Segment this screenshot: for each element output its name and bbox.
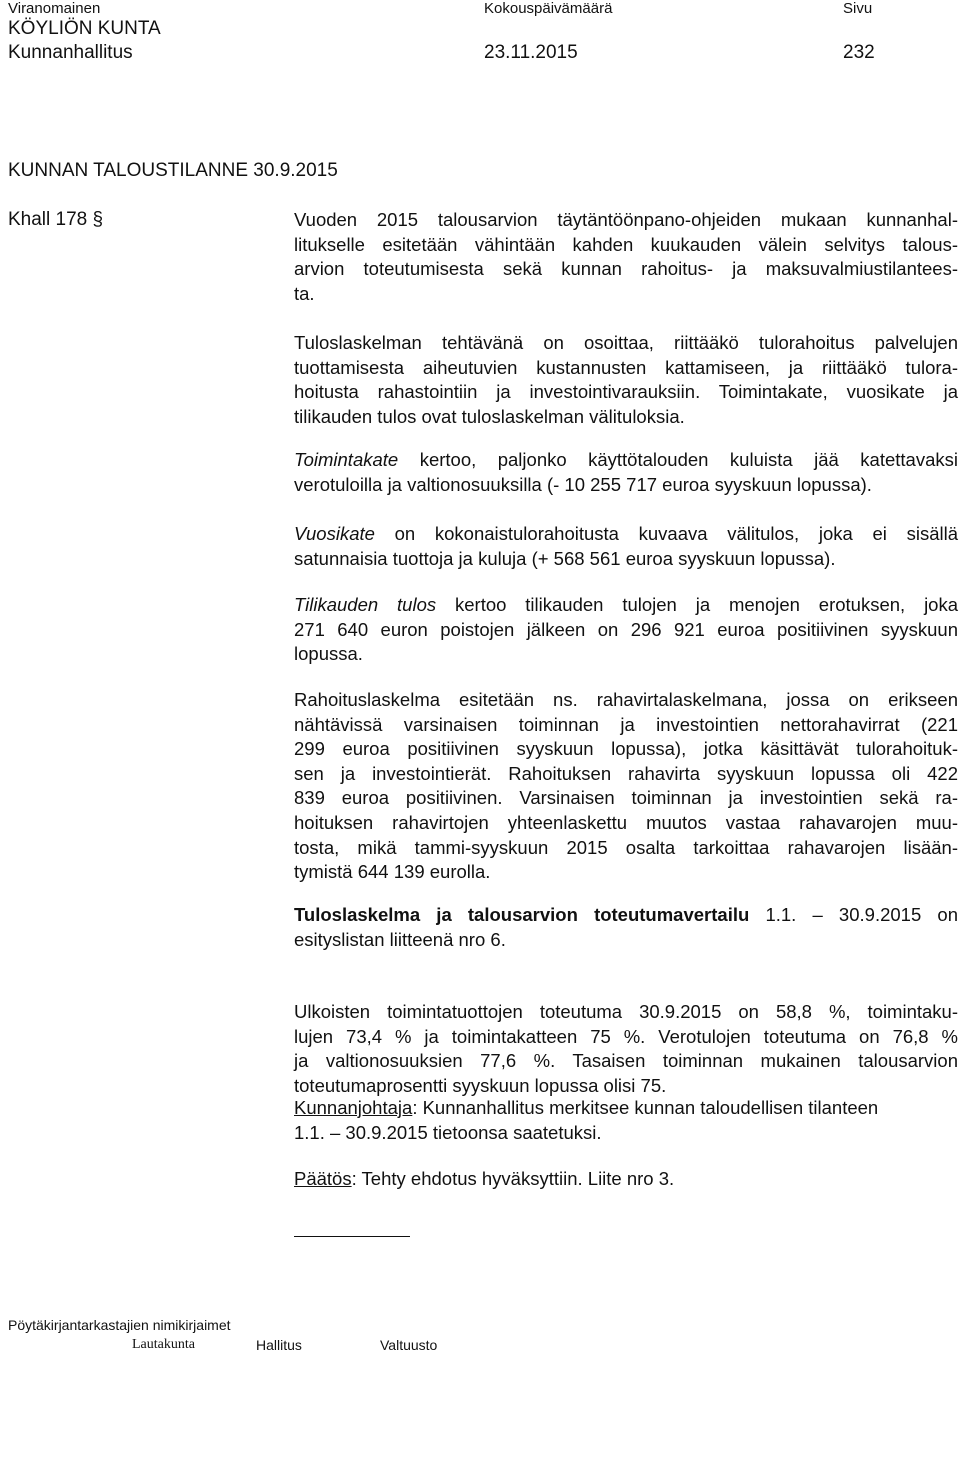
footer-lautakunta: Lautakunta — [132, 1337, 195, 1352]
text-line: tymistä 644 139 eurolla. — [294, 861, 491, 883]
text-line: satunnaisia tuottoja ja kuluja (+ 568 561 euroa syyskuun lopussa). — [294, 547, 836, 569]
text-line: ja valtionosuuksien 77,6 %. Tasaisen toiminnan mukainen talousarvion — [294, 1050, 958, 1072]
org-name: KÖYLIÖN KUNTA — [8, 18, 161, 39]
paragraph-paatos — [294, 1167, 958, 1192]
text-line: toteutumaprosentti syyskuun lopussa olisi 75. — [294, 1074, 667, 1096]
text-line: Tuloslaskelma ja talousarvion toteutumavertailu 1.1. – 30.9.2015 on — [294, 904, 958, 925]
text-line: Rahoituslaskelma esitetään ns. rahavirtalaskelmana, jossa on erikseen — [294, 689, 958, 710]
text-line: 271 640 euron poistojen jälkeen on 296 921 euroa positiivinen syyskuun — [294, 618, 958, 640]
text-line: hoitusta rahastointiin ja investointivarauksiin. Toimintakate, vuosikate ja — [294, 381, 958, 403]
meeting-date: 23.11.2015 — [484, 42, 578, 63]
paragraph-vuosikate — [294, 522, 958, 571]
paragraph-toimintakate — [294, 448, 958, 497]
label-authority: Viranomainen — [8, 0, 101, 17]
text-line: Ulkoisten toimintatuottojen toteutuma 30.9.2015 on 58,8 %, toimintaku- — [294, 1001, 958, 1022]
bold-heading: Tuloslaskelma ja talousarvion toteutumavertailu — [294, 904, 750, 925]
label-paatos: Päätös — [294, 1168, 352, 1189]
footer-valtuusto: Valtuusto — [380, 1337, 438, 1353]
paragraph-1 — [294, 208, 958, 306]
text-line: litukselle esitetään vähintään kahden kuukauden välein selvitys talous- — [294, 233, 958, 255]
document-title: KUNNAN TALOUSTILANNE 30.9.2015 — [8, 160, 338, 181]
text-line: Kunnanjohtaja: Kunnanhallitus merkitsee kunnan taloudellisen tilanteen — [294, 1097, 879, 1118]
paragraph-tilikauden-tulos — [294, 593, 958, 667]
text-line: arvion toteutumisesta sekä kunnan rahoitus- ja maksuvalmiustilantees- — [294, 258, 958, 280]
text-line: hoituksen rahavirtojen yhteenlaskettu muutos vastaa rahavarojen muu- — [294, 811, 958, 833]
text-line: Vuosikate on kokonaistulorahoitusta kuvaava välitulos, joka ei sisällä — [294, 523, 958, 544]
text-line: verotuloilla ja valtionosuuksilla (- 10 255 717 euroa syyskuun lopussa). — [294, 473, 872, 495]
text-line: lujen 73,4 % ja toimintakatteen 75 %. Verotulojen toteutuma on 76,8 % — [294, 1025, 958, 1047]
term-toimintakate: Toimintakate — [294, 449, 399, 470]
text-line: tilikauden tulos ovat tuloslaskelman välituloksia. — [294, 405, 685, 427]
text-line: Päätös: Tehty ehdotus hyväksyttiin. Liite nro 3. — [294, 1168, 675, 1189]
text-line: Vuoden 2015 talousarvion täytäntöönpano-ohjeiden mukaan kunnanhal- — [294, 209, 958, 230]
text-line: ta. — [294, 282, 315, 304]
label-kunnanjohtaja: Kunnanjohtaja — [294, 1097, 413, 1118]
paragraph-toteutuma — [294, 1000, 958, 1098]
authority-name: Kunnanhallitus — [8, 42, 133, 63]
section-number: Khall 178 § — [8, 209, 104, 230]
text-line: lopussa. — [294, 643, 363, 665]
text-line: Toimintakate kertoo, paljonko käyttötalouden kuluista jää katettavaksi — [294, 449, 958, 470]
text-line: Tilikauden tulos kertoo tilikauden tulojen ja menojen erotuksen, joka — [294, 594, 959, 615]
footer-hallitus: Hallitus — [256, 1337, 302, 1353]
signature-line — [294, 1236, 410, 1237]
text-line: 299 euroa positiivinen syyskuun lopussa), jotka käsittävät tulorahoituk- — [294, 738, 958, 760]
text-line: sen ja investointierät. Rahoituksen rahavirta syyskuun lopussa oli 422 — [294, 762, 958, 784]
paragraph-liite — [294, 903, 958, 952]
label-meeting-date: Kokouspäivämäärä — [484, 0, 613, 17]
text-line: nähtävissä varsinaisen toiminnan ja investointien nettorahavirrat (221 — [294, 713, 958, 735]
label-page: Sivu — [843, 0, 873, 17]
text-line: 839 euroa positiivinen. Varsinaisen toiminnan ja investointien sekä ra- — [294, 787, 958, 809]
text-line: tosta, mikä tammi-syyskuun 2015 osalta tarkoittaa rahavarojen lisään- — [294, 836, 958, 858]
text-line: Tuloslaskelman tehtävänä on osoittaa, riittääkö tulorahoitus palvelujen — [294, 332, 958, 353]
text-line: tuottamisesta aiheutuvien kustannusten kattamiseen, ja riittääkö tulora- — [294, 356, 958, 378]
paragraph-kunnanjohtaja — [294, 1096, 958, 1145]
term-vuosikate: Vuosikate — [294, 523, 375, 544]
term-tilikauden-tulos: Tilikauden tulos — [294, 594, 437, 615]
page-number: 232 — [843, 42, 875, 63]
text-line: 1.1. – 30.9.2015 tietoonsa saatetuksi. — [294, 1121, 602, 1143]
text-line: esityslistan liitteenä nro 6. — [294, 928, 506, 950]
initials-label: Pöytäkirjantarkastajien nimikirjaimet — [8, 1317, 231, 1333]
paragraph-rahoituslaskelma — [294, 688, 958, 885]
paragraph-2 — [294, 331, 958, 429]
